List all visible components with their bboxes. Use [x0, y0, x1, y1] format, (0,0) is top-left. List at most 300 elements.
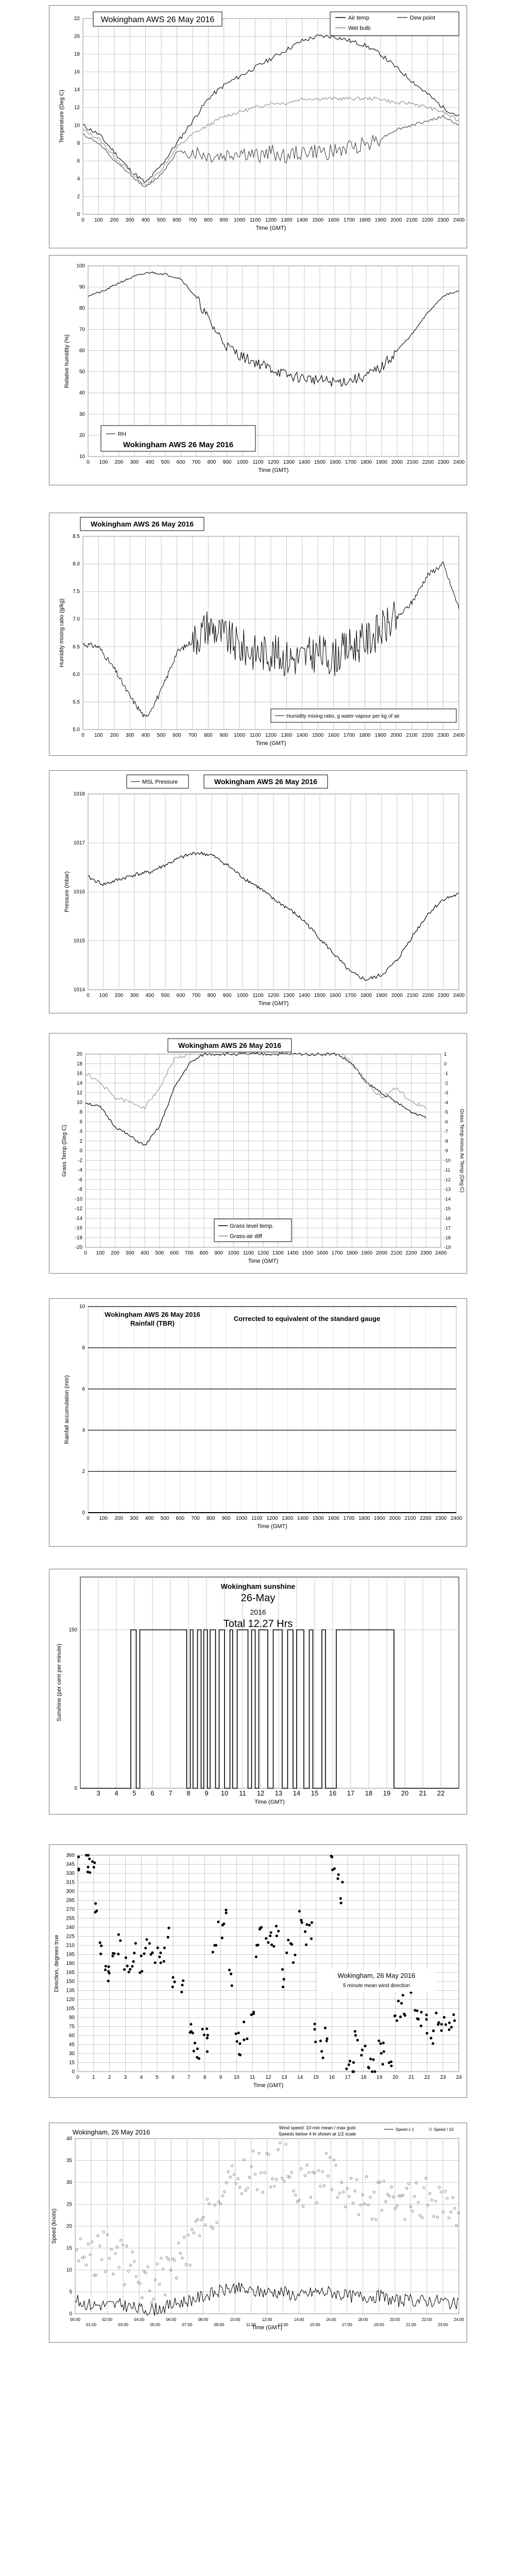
x-tick-label: 2300 — [437, 993, 450, 998]
direction-point — [87, 1854, 90, 1856]
y2-tick-label: -18 — [444, 1235, 451, 1241]
x-tick-label: 4 — [140, 2075, 143, 2080]
x-tick-label: 1500 — [312, 733, 324, 738]
y2-tick-label: -6 — [444, 1119, 449, 1125]
direction-point — [190, 2023, 192, 2025]
direction-point — [292, 1961, 295, 1964]
direction-point — [123, 1968, 126, 1971]
direction-point — [235, 2040, 238, 2043]
direction-point — [417, 2018, 420, 2021]
x-tick-label: 2300 — [420, 1250, 432, 1256]
legend-label: Air temp — [348, 15, 369, 21]
y-tick-label: 0 — [69, 2311, 72, 2317]
x-tick-label: 01:00 — [86, 2323, 97, 2327]
rainfall-panel — [49, 1298, 467, 1547]
x-tick-label: 800 — [206, 1516, 215, 1521]
y2-tick-label: -14 — [444, 1196, 451, 1202]
direction-point — [373, 2070, 376, 2073]
x-axis-label: Time (GMT) — [258, 1001, 289, 1007]
y-tick-label: 10 — [76, 1099, 82, 1106]
x-tick-label: 2000 — [375, 1250, 388, 1256]
y-tick-label: 30 — [79, 411, 85, 417]
x-tick-label: 600 — [173, 733, 181, 738]
direction-point — [348, 2063, 350, 2066]
y-tick-label: 8 — [82, 1345, 85, 1351]
direction-point — [217, 1921, 219, 1923]
direction-point — [298, 1910, 301, 1912]
y-tick-label: 7.0 — [73, 616, 80, 622]
direction-point — [99, 1941, 101, 1944]
x-tick-label: 600 — [170, 1250, 179, 1256]
y-tick-label: 18 — [74, 52, 80, 58]
direction-point — [336, 1877, 339, 1880]
direction-point — [77, 1869, 80, 1871]
x-tick-label: 1400 — [287, 1250, 299, 1256]
direction-point — [287, 1939, 289, 1941]
direction-point — [275, 1925, 278, 1927]
direction-point — [131, 1965, 133, 1968]
direction-point — [107, 1979, 110, 1982]
direction-point — [382, 2042, 385, 2044]
x-tick-label: 800 — [199, 1250, 209, 1256]
x-tick-label: 18 — [365, 1789, 373, 1797]
y-tick-label: 20 — [76, 1052, 82, 1057]
x-axis-label: Time (GMT) — [258, 467, 289, 473]
x-tick-label: 16 — [329, 1789, 337, 1797]
direction-point — [300, 1919, 302, 1921]
x-tick-label: 18 — [360, 2075, 367, 2080]
direction-point — [93, 1866, 95, 1869]
y-tick-label: 40 — [66, 2136, 72, 2142]
direction-point — [250, 2013, 253, 2016]
chart-title: Wokingham AWS 26 May 2016 — [214, 777, 317, 786]
x-tick-label: 1500 — [314, 993, 326, 998]
x-tick-label: 13 — [274, 1789, 283, 1797]
x-tick-label: 1500 — [312, 217, 324, 223]
y-tick-label: 2 — [77, 194, 80, 200]
chart-title: Wokingham AWS 26 May 2016 — [178, 1041, 281, 1049]
x-tick-label: 3 — [124, 2075, 127, 2080]
direction-point — [193, 2049, 195, 2052]
x-tick-label: 22 — [424, 2075, 430, 2080]
x-tick-label: 1500 — [302, 1250, 314, 1256]
direction-point — [99, 1953, 102, 1955]
y2-tick-label: -17 — [444, 1225, 451, 1231]
y-tick-label: 1018 — [73, 791, 85, 797]
y-tick-label: 165 — [66, 1970, 75, 1976]
y-tick-label: 70 — [79, 327, 85, 333]
x-tick-label: 2300 — [437, 217, 449, 223]
direction-point — [133, 1952, 135, 1954]
x-tick-label: 800 — [203, 217, 213, 223]
x-tick-label: 1700 — [343, 217, 355, 223]
x-tick-label: 1200 — [257, 1250, 269, 1256]
direction-point — [382, 2063, 384, 2065]
direction-point — [448, 2022, 451, 2024]
direction-point — [239, 2054, 242, 2056]
y-tick-label: 255 — [66, 1916, 75, 1922]
x-tick-label: 900 — [222, 993, 232, 998]
direction-point — [119, 1939, 122, 1942]
y-axis-label: Temperature (Deg C) — [59, 90, 65, 143]
direction-point — [167, 1936, 169, 1939]
direction-point — [117, 1953, 119, 1955]
direction-point — [352, 2061, 355, 2064]
direction-point — [225, 1911, 228, 1914]
chart-subtitle: Rainfall (TBR) — [130, 1319, 175, 1327]
x-tick-label: 05:00 — [150, 2323, 161, 2327]
direction-point — [107, 1970, 110, 1973]
x-tick-label: 1400 — [296, 733, 308, 738]
direction-point — [160, 1961, 162, 1964]
x-axis-label: Time (GMT) — [255, 225, 286, 231]
x-tick-label: 500 — [160, 1516, 169, 1521]
y-tick-label: 20 — [74, 33, 80, 40]
y-tick-label: 5.0 — [73, 727, 80, 733]
y-tick-label: 0 — [79, 1148, 82, 1154]
pressure-chart — [49, 771, 467, 1013]
y-tick-label: 345 — [66, 1861, 75, 1868]
x-tick-label: 20 — [401, 1789, 409, 1797]
direction-point — [420, 2011, 423, 2013]
x-tick-label: 21:00 — [405, 2323, 416, 2327]
y-tick-label: 20 — [66, 2224, 72, 2229]
direction-point — [351, 2070, 354, 2073]
direction-point — [171, 1986, 174, 1988]
y-tick-label: 0 — [82, 1510, 85, 1516]
x-tick-label: 1200 — [267, 460, 280, 465]
direction-point — [87, 1866, 89, 1868]
y-tick-label: -16 — [75, 1225, 82, 1231]
direction-point — [324, 2027, 327, 2029]
chart-note: Corrected to equivalent of the standard gauge — [233, 1315, 381, 1323]
direction-point — [145, 1938, 148, 1941]
y-tick-label: 50 — [79, 369, 85, 375]
direction-point — [194, 2042, 196, 2044]
x-tick-label: 2 — [108, 2075, 111, 2080]
x-tick-label: 2400 — [453, 733, 465, 738]
y-tick-label: 10 — [66, 2267, 72, 2273]
x-tick-label: 6 — [171, 2075, 175, 2080]
x-tick-label: 1000 — [234, 733, 246, 738]
direction-point — [255, 1944, 258, 1946]
x-tick-label: 1100 — [252, 460, 264, 465]
direction-point — [432, 2042, 434, 2045]
x-tick-label: 1600 — [328, 733, 339, 738]
direction-point — [333, 1867, 336, 1870]
x-tick-label: 0 — [81, 217, 84, 223]
x-tick-label: 700 — [192, 460, 201, 465]
y-tick-label: 270 — [66, 1907, 75, 1912]
y-tick-label: 120 — [66, 1997, 75, 2003]
direction-point — [356, 2039, 359, 2041]
y-tick-label: 4 — [82, 1428, 85, 1433]
x-tick-label: 02:00 — [102, 2317, 113, 2322]
x-tick-label: 200 — [110, 217, 119, 223]
x-tick-label: 12 — [256, 1789, 265, 1797]
x-tick-label: 15 — [311, 1789, 319, 1797]
y-tick-label: 8 — [79, 1109, 82, 1115]
direction-point — [390, 2064, 392, 2067]
direction-point — [341, 1881, 344, 1884]
wind-speed-panel — [49, 2123, 467, 2343]
x-tick-label: 2300 — [437, 460, 450, 465]
direction-point — [430, 2037, 432, 2039]
direction-point — [267, 1941, 269, 1944]
x-tick-label: 1200 — [265, 733, 277, 738]
x-tick-label: 100 — [99, 460, 108, 465]
direction-point — [440, 2023, 443, 2025]
x-tick-label: 1100 — [252, 993, 264, 998]
direction-point — [354, 2034, 357, 2037]
chart-header-2: Speeds below 4 kt shown at 1/2 scale — [278, 2131, 356, 2137]
x-tick-label: 13 — [281, 2075, 287, 2080]
x-tick-label: 15 — [313, 2075, 319, 2080]
x-tick-label: 2000 — [389, 1516, 401, 1521]
x-tick-label: 100 — [96, 1250, 105, 1256]
x-tick-label: 21 — [408, 2075, 415, 2080]
direction-point — [139, 1971, 141, 1974]
direction-point — [305, 1943, 307, 1946]
x-tick-label: 04:00 — [134, 2317, 145, 2322]
direction-point — [383, 2050, 385, 2053]
x-tick-label: 700 — [192, 993, 201, 998]
x-tick-label: 600 — [173, 217, 181, 223]
x-tick-label: 2300 — [435, 1516, 447, 1521]
mixing-ratio-chart — [49, 513, 467, 755]
direction-point — [158, 1956, 161, 1958]
direction-point — [89, 1871, 91, 1874]
direction-point — [230, 1973, 232, 1975]
x-tick-label: 18:00 — [357, 2317, 368, 2322]
direction-point — [206, 2050, 209, 2053]
y-axis-label: Grass Temp (Deg C) — [61, 1125, 67, 1177]
y-tick-label: -18 — [75, 1235, 82, 1241]
x-tick-label: 22 — [437, 1789, 445, 1797]
x-tick-label: 2100 — [406, 217, 418, 223]
pressure-panel — [49, 770, 467, 1013]
direction-point — [281, 1968, 284, 1971]
direction-point — [265, 1937, 267, 1940]
mixing-ratio-panel — [49, 513, 467, 756]
y-tick-label: 180 — [66, 1961, 75, 1967]
chart-date: 26-May — [241, 1592, 276, 1604]
direction-point — [196, 2047, 199, 2050]
direction-point — [252, 2011, 255, 2013]
y-tick-label: -10 — [75, 1196, 82, 1202]
direction-point — [437, 2021, 440, 2024]
x-tick-label: 1600 — [329, 460, 341, 465]
x-tick-label: 9 — [204, 1789, 209, 1797]
x-tick-label: 2400 — [453, 460, 465, 465]
direction-point — [104, 1969, 107, 1971]
direction-point — [171, 1976, 174, 1978]
x-tick-label: 1100 — [249, 733, 261, 738]
x-tick-label: 1300 — [283, 460, 295, 465]
y2-tick-label: -9 — [444, 1148, 449, 1154]
x-tick-label: 900 — [219, 217, 229, 223]
direction-point — [144, 1947, 147, 1950]
y-tick-label: 5 — [69, 2289, 72, 2295]
direction-point — [425, 2013, 428, 2016]
x-tick-label: 1800 — [359, 217, 371, 223]
direction-point — [314, 2041, 317, 2043]
x-tick-label: 00:00 — [70, 2317, 81, 2322]
direction-point — [235, 2032, 237, 2035]
y-tick-label: -14 — [75, 1215, 82, 1222]
y-tick-label: 195 — [66, 1952, 75, 1958]
x-tick-label: 1700 — [345, 993, 357, 998]
direction-point — [91, 1860, 94, 1863]
y-tick-label: -4 — [78, 1167, 82, 1173]
direction-point — [277, 1930, 280, 1933]
plot-area — [80, 1577, 459, 1788]
direction-point — [339, 1897, 342, 1900]
direction-point — [311, 1921, 313, 1924]
direction-point — [201, 2028, 204, 2030]
x-tick-label: 700 — [191, 1516, 200, 1521]
direction-point — [163, 1946, 166, 1949]
direction-point — [380, 2042, 382, 2045]
y2-tick-label: -4 — [444, 1099, 449, 1105]
direction-point — [397, 1999, 400, 2002]
direction-point — [432, 2029, 435, 2032]
x-tick-label: 1900 — [375, 993, 388, 998]
direction-point — [285, 1952, 288, 1954]
wind-direction-chart — [49, 1845, 467, 2097]
direction-point — [320, 2050, 323, 2053]
direction-point — [399, 2015, 402, 2018]
direction-point — [181, 1984, 183, 1986]
legend-label: MSL Pressure — [142, 779, 178, 785]
y-tick-label: 1015 — [73, 938, 85, 944]
legend-label: Speed / 10 — [434, 2127, 454, 2132]
direction-point — [331, 1856, 333, 1858]
x-tick-label: 1800 — [359, 733, 371, 738]
legend-label: RH — [118, 431, 126, 437]
x-tick-label: 2300 — [437, 733, 449, 738]
y-tick-label: 14 — [74, 87, 80, 93]
y-tick-label: 8.0 — [73, 561, 80, 567]
x-tick-label: 12:00 — [262, 2317, 272, 2322]
x-tick-label: 2000 — [391, 993, 403, 998]
direction-point — [349, 2060, 351, 2062]
x-tick-label: 500 — [155, 1250, 164, 1256]
direction-point — [396, 2019, 398, 2022]
direction-point — [426, 2032, 428, 2035]
x-tick-label: 17 — [345, 2075, 351, 2080]
grass-temp-panel — [49, 1033, 467, 1274]
chart-title: Wokingham, 26 May 2016 — [337, 1972, 416, 1979]
x-tick-label: 300 — [125, 1250, 134, 1256]
x-tick-label: 3 — [96, 1789, 100, 1797]
x-tick-label: 7 — [168, 1789, 173, 1797]
x-axis-label: Time (GMT) — [254, 1799, 285, 1805]
y-tick-label: 14 — [76, 1080, 82, 1087]
direction-point — [151, 1952, 153, 1954]
x-tick-label: 0 — [87, 460, 90, 465]
x-tick-label: 1400 — [298, 993, 311, 998]
x-tick-label: 1600 — [329, 993, 341, 998]
direction-point — [420, 2025, 422, 2027]
direction-point — [294, 1954, 296, 1956]
y-tick-label: 16 — [74, 69, 80, 75]
x-tick-label: 2200 — [422, 217, 434, 223]
direction-point — [283, 1978, 285, 1980]
x-tick-label: 100 — [94, 733, 103, 738]
direction-point — [313, 2028, 316, 2030]
y-tick-label: -12 — [75, 1206, 82, 1212]
x-tick-label: 5 — [156, 2075, 159, 2080]
y-tick-label: 360 — [66, 1853, 75, 1858]
direction-point — [117, 1933, 120, 1936]
direction-point — [425, 2018, 428, 2021]
y-tick-label: 16 — [76, 1071, 82, 1077]
x-tick-label: 1900 — [373, 1516, 386, 1521]
y-tick-label: 90 — [68, 2015, 75, 2021]
direction-point — [88, 1857, 91, 1860]
x-tick-label: 10 — [220, 1789, 229, 1797]
direction-point — [319, 2040, 322, 2042]
x-tick-label: 1900 — [374, 217, 387, 223]
x-tick-label: 20 — [392, 2075, 399, 2080]
legend-label: Grass-air diff — [230, 1233, 262, 1240]
x-axis-label: Time (GMT) — [253, 2082, 284, 2089]
direction-point — [367, 2066, 370, 2069]
x-tick-label: 14 — [297, 2075, 303, 2080]
legend-swatch — [430, 2128, 432, 2131]
direction-point — [228, 1969, 231, 1971]
x-tick-label: 900 — [221, 1516, 231, 1521]
y-tick-label: 6.5 — [73, 644, 80, 650]
x-tick-label: 200 — [110, 733, 119, 738]
x-tick-label: 200 — [114, 460, 124, 465]
y2-tick-label: -5 — [444, 1109, 449, 1115]
humidity-panel — [49, 255, 467, 485]
y-tick-label: 150 — [66, 1979, 75, 1985]
x-tick-label: 1800 — [360, 460, 372, 465]
x-tick-label: 1400 — [296, 217, 308, 223]
x-tick-label: 16 — [329, 2075, 335, 2080]
direction-point — [154, 1961, 157, 1964]
direction-point — [207, 2034, 209, 2037]
x-tick-label: 1 — [92, 2075, 95, 2080]
x-tick-label: 900 — [222, 460, 232, 465]
direction-point — [290, 1943, 293, 1945]
y-tick-label: 12 — [74, 105, 80, 111]
y2-tick-label: -19 — [444, 1245, 451, 1250]
direction-point — [192, 2031, 194, 2034]
direction-point — [243, 2039, 245, 2041]
direction-point — [215, 1944, 217, 1946]
y-tick-label: 40 — [79, 390, 85, 396]
x-tick-label: 600 — [176, 1516, 185, 1521]
x-tick-label: 1700 — [331, 1250, 343, 1256]
y-tick-label: 1017 — [73, 840, 85, 846]
x-tick-label: 2400 — [435, 1250, 447, 1256]
x-tick-label: 16:00 — [325, 2317, 336, 2322]
x-tick-label: 15:00 — [310, 2323, 320, 2327]
x-tick-label: 400 — [141, 733, 150, 738]
y2-tick-label: -15 — [444, 1206, 451, 1211]
direction-point — [259, 1928, 261, 1930]
y-tick-label: 225 — [66, 1934, 75, 1940]
y-tick-label: 300 — [66, 1889, 75, 1894]
sunshine-total: Total 12.27 Hrs — [223, 1618, 293, 1630]
x-tick-label: 07:00 — [182, 2323, 193, 2327]
x-tick-label: 900 — [214, 1250, 224, 1256]
x-tick-label: 1100 — [251, 1516, 263, 1521]
